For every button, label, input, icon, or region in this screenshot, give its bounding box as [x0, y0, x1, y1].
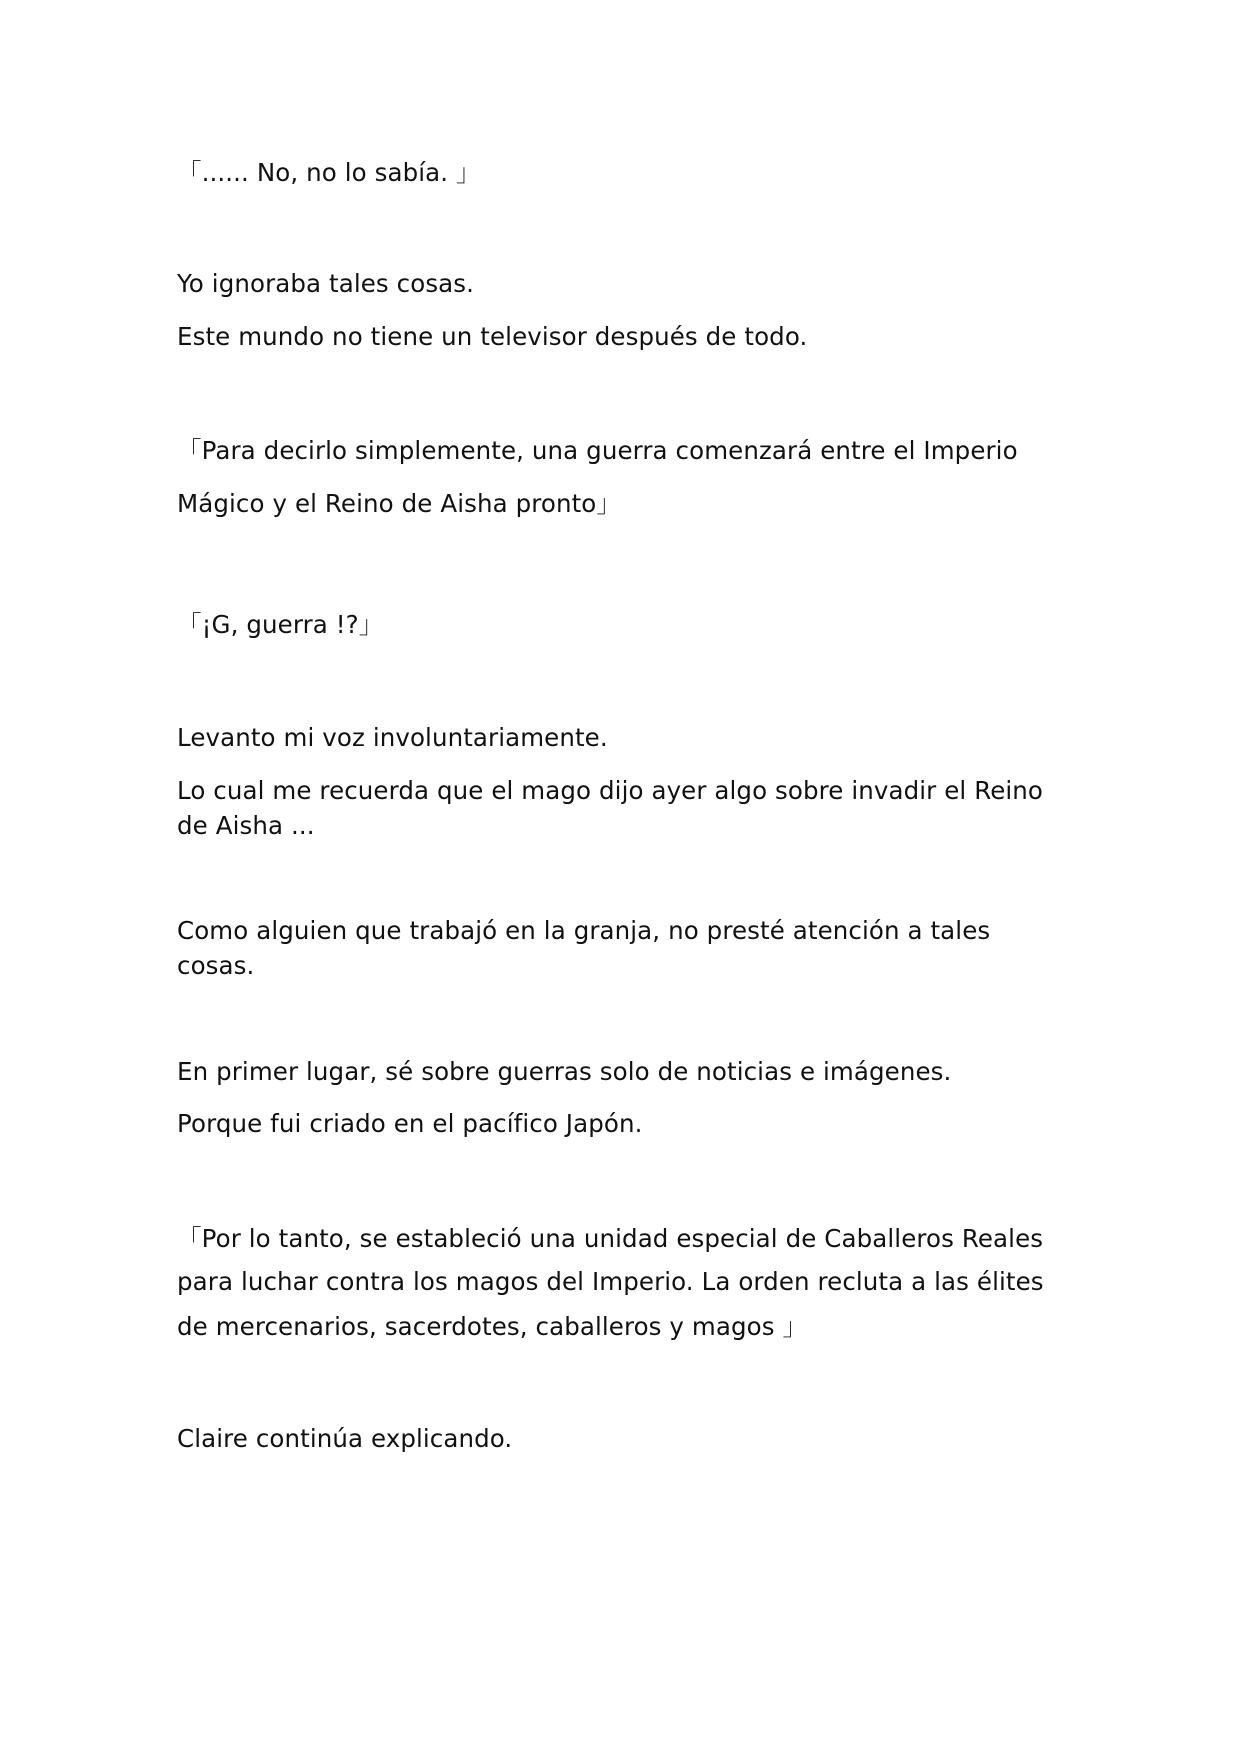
text-line: 「¡G, guerra !?」 — [177, 610, 384, 639]
text-line: para luchar contra los magos del Imperio. La orden recluta a las élites — [177, 1267, 1044, 1296]
text-line: cosas. — [177, 951, 255, 980]
text-line: Porque fui criado en el pacífico Japón. — [177, 1109, 643, 1138]
text-line: 「...... No, no lo sabía. 」 — [177, 158, 481, 187]
text-line: Lo cual me recuerda que el mago dijo ayer algo sobre invadir el Reino — [177, 776, 1044, 805]
text-line: de Aisha ... — [177, 811, 315, 840]
text-line: Este mundo no tiene un televisor después de todo. — [177, 322, 808, 351]
text-line: Como alguien que trabajó en la granja, no presté atención a tales — [177, 916, 991, 945]
text-line: Levanto mi voz involuntariamente. — [177, 723, 608, 752]
text-line: Mágico y el Reino de Aisha pronto」 — [177, 489, 621, 518]
text-line: En primer lugar, sé sobre guerras solo de noticias e imágenes. — [177, 1057, 952, 1086]
text-line: 「Para decirlo simplemente, una guerra comenzará entre el Imperio — [177, 436, 1018, 465]
text-line: Yo ignoraba tales cosas. — [177, 269, 475, 298]
text-line: Claire continúa explicando. — [177, 1424, 513, 1453]
text-line: de mercenarios, sacerdotes, caballeros y magos 」 — [177, 1312, 808, 1341]
text-line: 「Por lo tanto, se estableció una unidad especial de Caballeros Reales — [177, 1224, 1044, 1253]
